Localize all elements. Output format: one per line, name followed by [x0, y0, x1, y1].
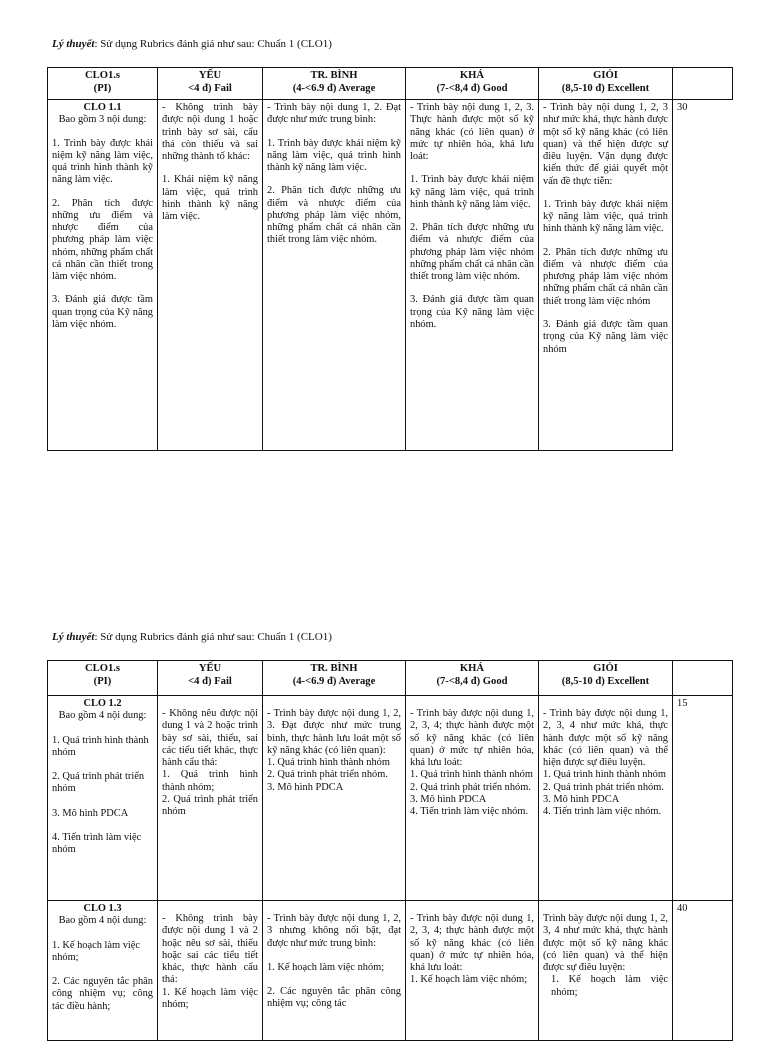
header-score: [673, 661, 733, 696]
average-cell: - Trình bày nội dung 1, 2. Đạt được như mức trung bình: 1. Trình bày được khái niệm kỹ năng làm việc, quá trình hình thành kỹ năng làm việc. 2. Phân tích được những ưu điểm và nhược điểm của phương pháp làm việc nhóm, những phẩm chất cá nhân cần thiết trong làm việc nhóm.: [263, 100, 406, 451]
good-cell: - Trình bày được nội dung 1, 2, 3, 4; thực hành được một số kỹ năng khác (có liên quan) ở mức tự nhiên hóa, khá lưu loát: 1. Kế hoạch làm việc nhóm;: [406, 901, 539, 1041]
section2-intro: [52, 631, 332, 644]
intro-label: Lý thuyết: [52, 38, 95, 50]
excellent-cell: - Trình bày được nội dung 1, 2, 3, 4 như mức khá, thực hành được một số kỹ năng khác (có liên quan) và thể hiện được sự điêu luyện. 1. Quá trình hình thành nhóm 2. Quá trình phát triển nhóm. 3. Mô hình PDCA 4. Tiến trình làm việc nhóm.: [539, 696, 673, 901]
table-row: [48, 100, 733, 451]
header-good: KHÁ (7-<8,4 đ) Good: [406, 661, 539, 696]
header-row: [48, 68, 733, 100]
score-cell: [673, 696, 733, 901]
header-average: TR. BÌNH (4-<6.9 đ) Average: [263, 661, 406, 696]
header-fail: YẾU <4 đ) Fail: [158, 661, 263, 696]
rubric-table-2: [47, 660, 733, 1041]
header-fail: YẾU <4 đ) Fail: [158, 68, 263, 100]
header-good: KHÁ (7-<8,4 đ) Good: [406, 68, 539, 100]
table-row: [48, 696, 733, 901]
rubric-table-1: [47, 67, 733, 451]
good-cell: - Trình bày được nội dung 1, 2, 3, 4; thực hành được một số kỹ năng khác (có liên quan) ở mức tự nhiên hóa, khá lưu loát: 1. Quá trình hình thành nhóm 2. Quá trình phát triển nhóm. 3. Mô hình PDCA 4. Tiến trình làm việc nhóm.: [406, 696, 539, 901]
fail-cell: - Không trình bày được nội dung 1 hoặc trình bày sơ sài, cẩu thả còn thiếu và sai những thành tố khác: 1. Khái niệm kỹ năng làm việc, quá trình hình thành kỹ năng làm việc.: [158, 100, 263, 451]
excellent-cell: - Trình bày nội dung 1, 2, 3 như mức khá, thực hành được một số kỹ năng khác (có liên quan) và thể hiện được sự điêu luyện. Vận dụng được kiến thức để giải quyết một vấn đề thực tiễn: 1. Trình bày được khái niệm kỹ năng làm việc, quá trình hình thành kỹ năng làm việc. 2. Phân tích được những ưu điểm và nhược điểm của phương pháp làm việc nhóm những phẩm chất cá nhân cần thiết trong làm việc nhóm 3. Đánh giá được tầm quan trọng của Kỹ năng làm việc nhóm: [539, 100, 673, 451]
score-value: 15: [677, 698, 688, 709]
score-value: 30: [677, 102, 688, 113]
section1-intro: [52, 38, 332, 51]
table-row: [48, 901, 733, 1041]
clo-cell: CLO 1.2 Bao gồm 4 nội dung: 1. Quá trình hình thành nhóm 2. Quá trình phát triển nhóm 3. Mô hình PDCA 4. Tiến trình làm việc nhóm: [48, 696, 158, 901]
clo-cell: CLO 1.3 Bao gồm 4 nội dung: 1. Kế hoạch làm việc nhóm; 2. Các nguyên tắc phân công nhiệm vụ; công tác điều hành;: [48, 901, 158, 1041]
average-cell: - Trình bày được nội dung 1, 2, 3 nhưng không nổi bật, đạt được như mức trung bình: 1. Kế hoạch làm việc nhóm; 2. Các nguyên tắc phân công nhiệm vụ; công tác: [263, 901, 406, 1041]
fail-cell: - Không nêu được nội dung 1 và 2 hoặc trình bày sơ sài, thiếu, sai các tiểu tiết khác, thực hành cẩu thả: 1. Quá trình hình thành nhóm; 2. Quá trình phát triển nhóm: [158, 696, 263, 901]
score-cell: [673, 100, 733, 451]
intro-text: : Sử dụng Rubrics đánh giá như sau: Chuẩn 1 (CLO1): [94, 631, 332, 643]
header-excellent: GIỎI (8,5-10 đ) Excellent: [539, 661, 673, 696]
header-average: TR. BÌNH (4-<6.9 đ) Average: [263, 68, 406, 100]
clo-cell: CLO 1.1 Bao gồm 3 nội dung: 1. Trình bày được khái niệm kỹ năng làm việc, quá trình hình thành kỹ năng làm việc. 2. Phân tích được những ưu điểm và nhược điểm của phương pháp làm việc nhóm, những phẩm chất cá nhân cần thiết trong làm việc nhóm. 3. Đánh giá được tầm quan trọng của Kỹ năng làm việc nhóm.: [48, 100, 158, 451]
header-row: [48, 661, 733, 696]
header-excellent: GIỎI (8,5-10 đ) Excellent: [539, 68, 673, 100]
intro-text: : Sử dụng Rubrics đánh giá như sau: Chuẩn 1 (CLO1): [94, 38, 332, 50]
header-score: [673, 68, 733, 100]
intro-label: Lý thuyết: [52, 631, 95, 643]
excellent-cell: Trình bày được nội dung 1, 2, 3, 4 như mức khá, thực hành được một số kỹ năng khác (có liên quan) và thể hiện được sự điêu luyện: 1. Kế hoạch làm việc nhóm;: [539, 901, 673, 1041]
fail-cell: - Không trình bày được nội dung 1 và 2 hoặc nêu sơ sài, thiếu hoặc sai các tiểu tiết khác, thực hành cẩu thả: 1. Kế hoạch làm việc nhóm;: [158, 901, 263, 1041]
score-value: 40: [677, 903, 688, 914]
header-clo: CLO1.s (PI): [48, 68, 158, 100]
average-cell: - Trình bày được nội dung 1, 2, 3. Đạt được như mức trung bình, thực hành lưu loát một số kỹ năng khác (có liên quan): 1. Quá trình hình thành nhóm 2. Quá trình phát triển nhóm. 3. Mô hình PDCA: [263, 696, 406, 901]
score-cell: [673, 901, 733, 1041]
header-clo: CLO1.s (PI): [48, 661, 158, 696]
good-cell: - Trình bày nội dung 1, 2, 3. Thực hành được một số kỹ năng khác (có liên quan) ở mức tự nhiên hóa, khá lưu loát: 1. Trình bày được khái niệm kỹ năng làm việc, quá trình hình thành kỹ năng làm việc. 2. Phân tích được những ưu điểm và nhược điểm của phương pháp làm việc nhóm những phẩm chất cá nhân cần thiết trong làm việc nhóm. 3. Đánh giá được tầm quan trọng của Kỹ năng làm việc nhóm.: [406, 100, 539, 451]
